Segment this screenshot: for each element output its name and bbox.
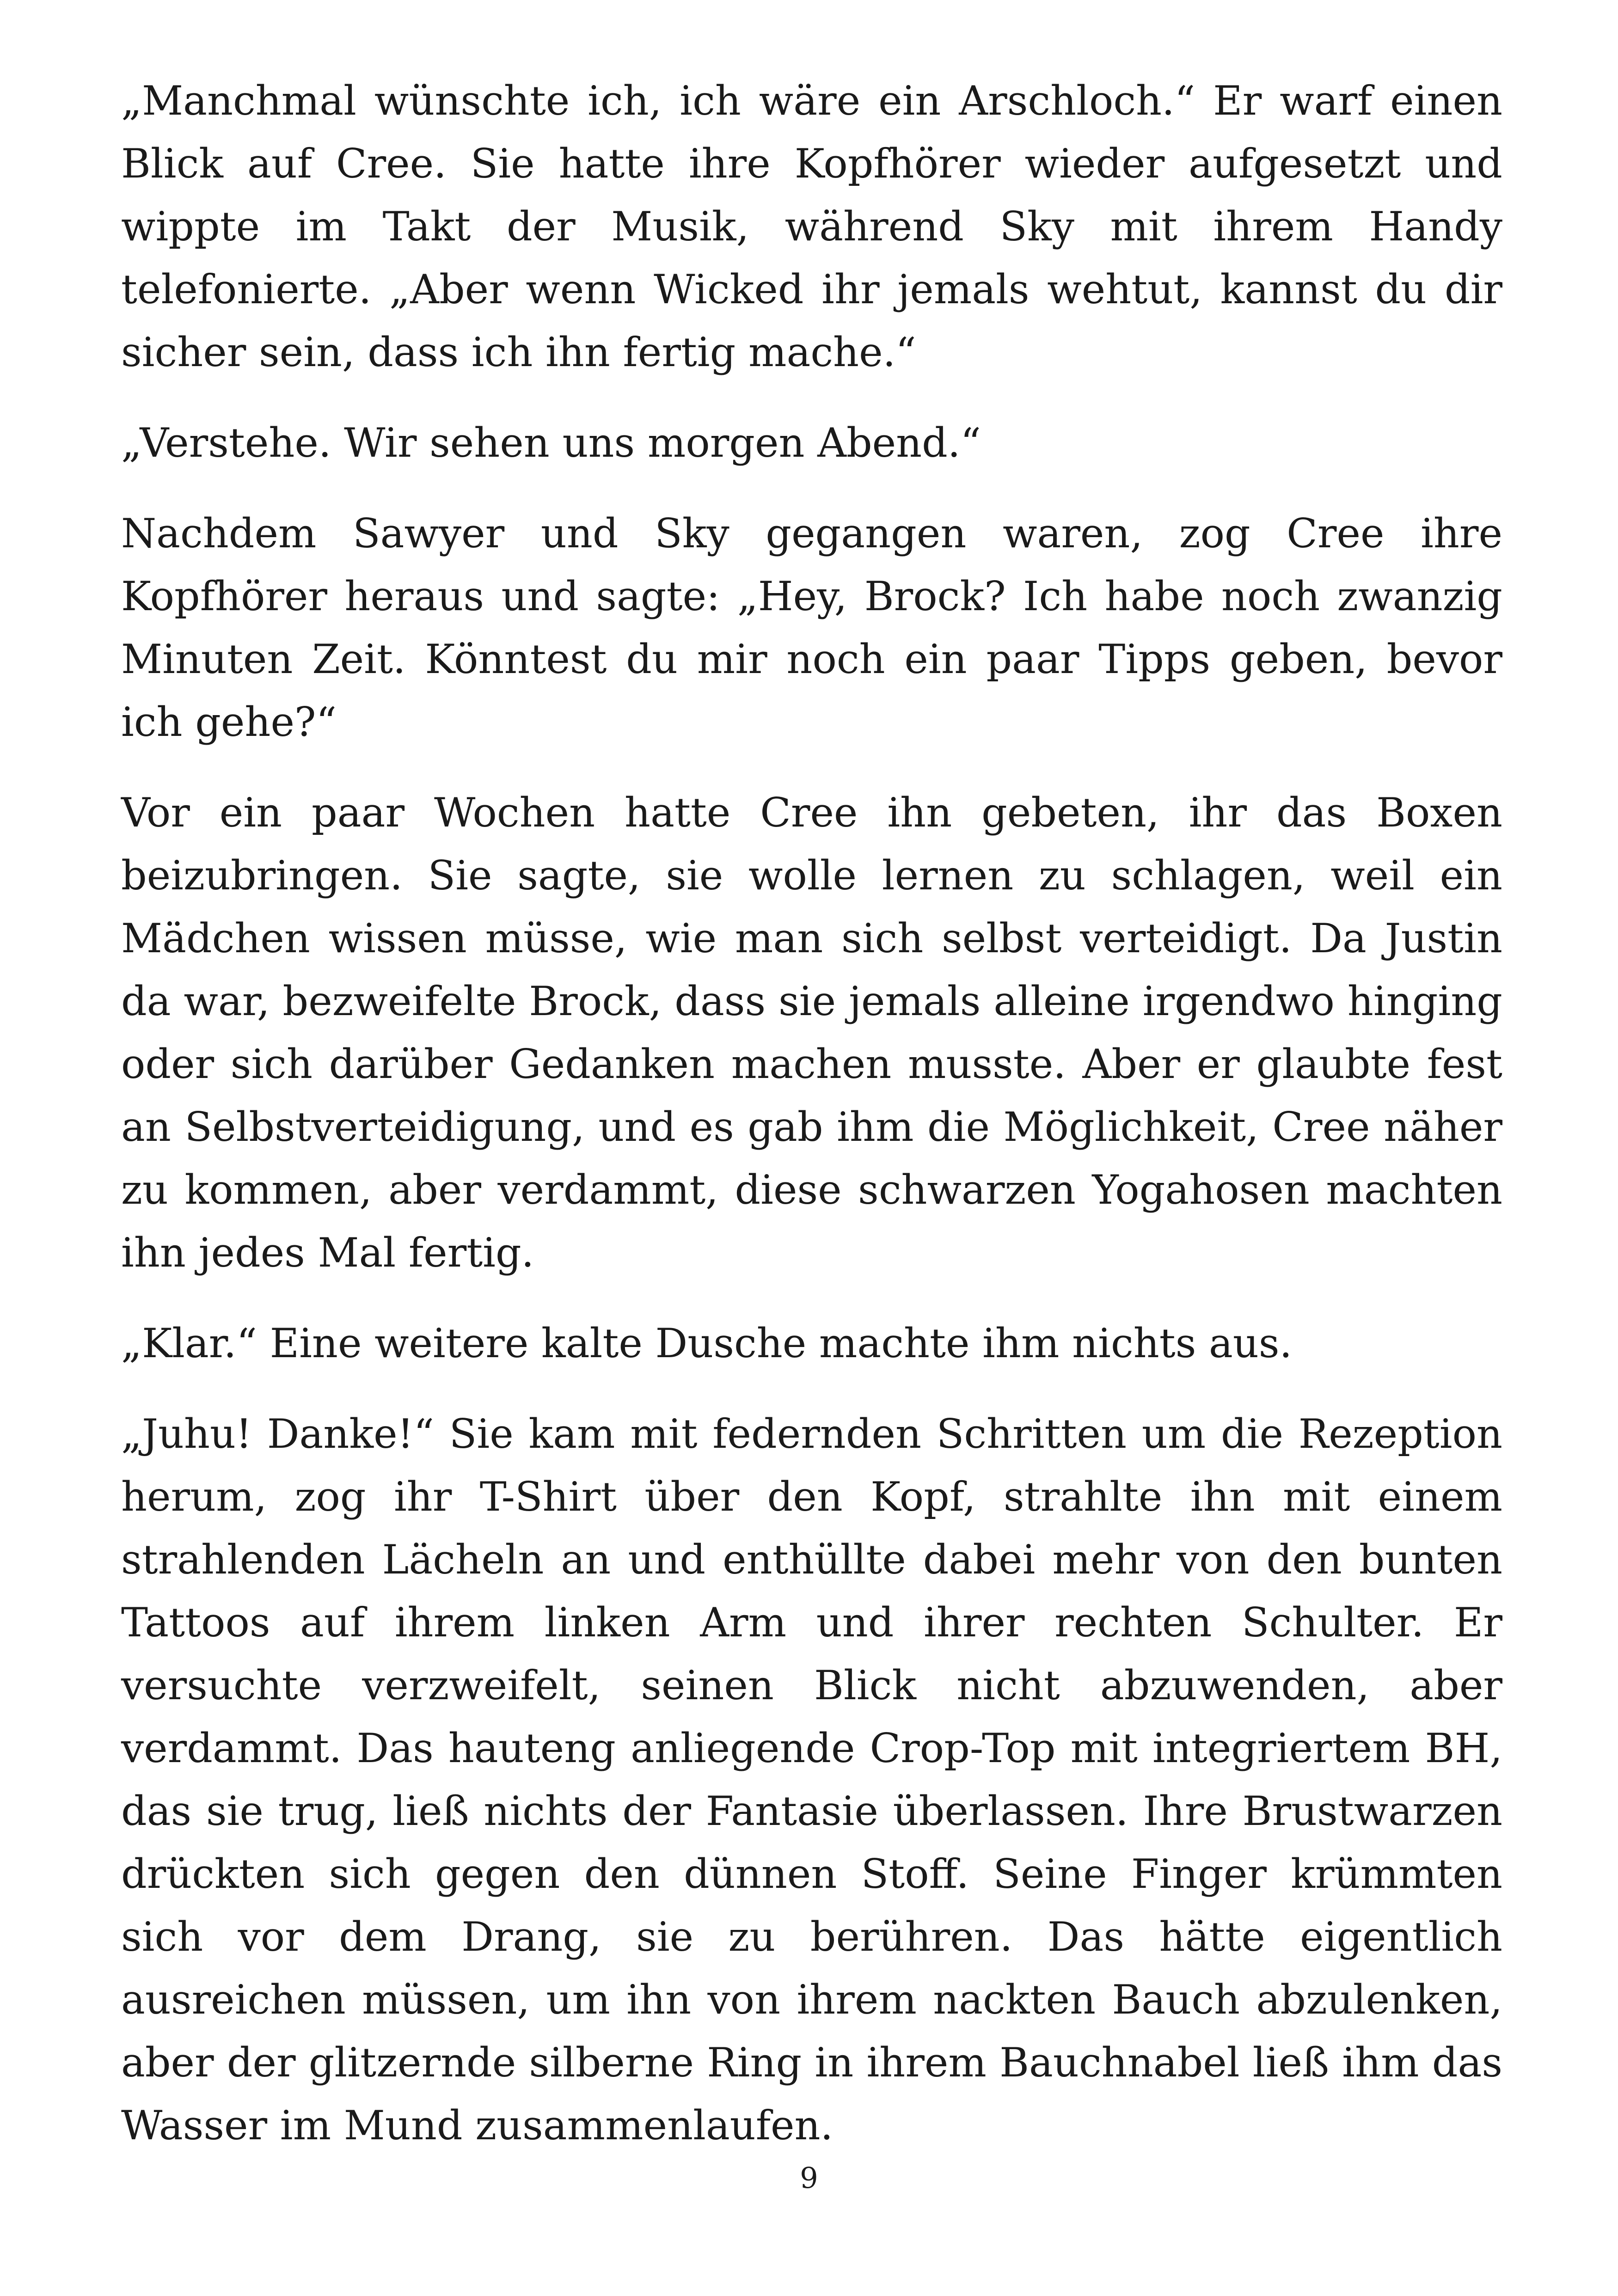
paragraph: Vor ein paar Wochen hatte Cree ihn gebeten, ihr das Boxen beizubringen. Sie sagte, sie wolle lernen zu schlagen, weil ein Mädchen wissen müsse, wie man sich selbst verteidigt. Da Justin da war, bezweifelte Brock, dass sie jemals alleine irgendwo hinging oder sich darüber Gedanken machen musste. Aber er glaubte fest an Selbstverteidigung, und es gab ihm die Möglichkeit, Cree näher zu kommen, aber verdammt, diese schwarzen Yogahosen machten ihn jedes Mal fertig. bbox=[121, 789, 1502, 1276]
paragraph: „Verstehe. Wir sehen uns morgen Abend.“ bbox=[121, 419, 981, 466]
page-number: 9 bbox=[800, 2161, 818, 2195]
paragraph: Nachdem Sawyer und Sky gegangen waren, zog Cree ihre Kopfhörer heraus und sagte: „Hey, Brock? Ich habe noch zwanzig Minuten Zeit. Könntest du mir noch ein paar Tipps geben, bevor ich gehe?“ bbox=[121, 510, 1502, 746]
paragraph: „Manchmal wünschte ich, ich wäre ein Arschloch.“ Er warf einen Blick auf Cree. Sie hatte ihre Kopfhörer wieder aufgesetzt und wippte im Takt der Musik, während Sky mit ihrem Handy telefonierte. „Aber wenn Wicked ihr jemals wehtut, kannst du dir sicher sein, dass ich ihn fertig mache.“ bbox=[121, 77, 1502, 376]
body-text bbox=[121, 69, 1502, 2185]
paragraph: „Juhu! Danke!“ Sie kam mit federnden Schritten um die Rezeption herum, zog ihr T-Shirt über den Kopf, strahlte ihn mit einem strahlenden Lächeln an und enthüllte dabei mehr von den bunten Tattoos auf ihrem linken Arm und ihrer rechten Schulter. Er versuchte verzweifelt, seinen Blick nicht abzuwenden, aber verdammt. Das hauteng anliegende Crop-Top mit integriertem BH, das sie trug, ließ nichts der Fantasie überlassen. Ihre Brustwarzen drückten sich gegen den dünnen Stoff. Seine Finger krümmten sich vor dem Drang, sie zu berühren. Das hätte eigentlich ausreichen müssen, um ihn von ihrem nackten Bauch abzulenken, aber der glitzernde silberne Ring in ihrem Bauchnabel ließ ihm das Wasser im Mund zusammenlaufen. bbox=[121, 1410, 1502, 2149]
paragraph: „Klar.“ Eine weitere kalte Dusche machte ihm nichts aus. bbox=[121, 1320, 1293, 1367]
